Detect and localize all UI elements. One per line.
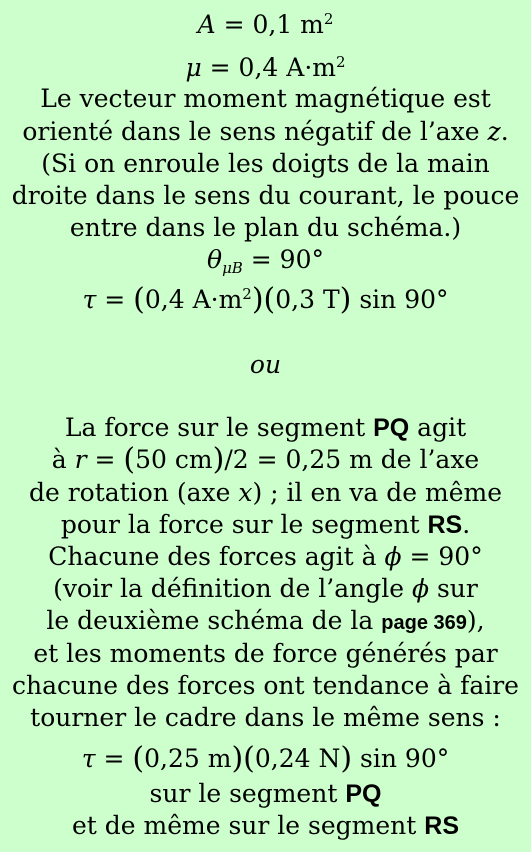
torque-equation-1: τ = (0,4 $A\cdot m^2)(0,3$ T) sin 90° [82, 282, 449, 317]
mu-exponent: 2 [335, 53, 346, 71]
radius-variable: r [74, 445, 87, 474]
force-line-4-end: . [462, 510, 471, 539]
paragraph-1-period: . [500, 117, 509, 146]
magnetic-moment-exponent: 2 [242, 285, 252, 303]
area-variable: A [197, 10, 216, 39]
paragraph-1-line-2-text: orienté dans le sens négatif de l’axe [22, 117, 488, 146]
segment-rs-text: et de même sur le segment [71, 811, 425, 840]
force-line-6-start: (voir la définition de l’angle [53, 574, 412, 603]
force-line-7-start: le deuxième schéma de la [46, 606, 382, 635]
force-line-2-start: à [51, 445, 75, 474]
area-value: = 0,1 m [215, 10, 324, 39]
force-line-3 [0, 477, 531, 509]
torque-equation-2: τ = (0,25 m)(0,24 N) sin 90° [81, 741, 450, 776]
theta-subscript: μB [222, 259, 243, 277]
force-line-6 [0, 573, 531, 605]
theta-variable: θ [207, 245, 223, 274]
force-line-3-end: ) ; il en va de même [252, 478, 503, 507]
radius-value: 50 cm [135, 445, 213, 474]
force-line-1-end: agit [409, 413, 467, 442]
force-line-4 [0, 509, 531, 541]
field-factor: 0,3 T [275, 285, 340, 314]
force-line-2: à r = (50 cm)/2 = 0,25 m de l’axe [51, 442, 480, 477]
segment-rs-label-2: RS [424, 812, 459, 840]
axis-x-label: x [238, 478, 253, 507]
sine-factor: sin 90° [351, 285, 449, 314]
tau-variable-2: τ [81, 744, 96, 773]
force-line-8: et les moments de force générés par [33, 639, 498, 668]
force-line-5-end: = 90° [401, 542, 483, 571]
force-line-2-equals: = [86, 445, 124, 474]
force-line-7-end: ), [466, 606, 485, 635]
page-reference-link[interactable]: page 369 [381, 612, 467, 634]
paragraph-1-line-1: Le vecteur moment magnétique est [40, 84, 491, 113]
force-line-3-start: de rotation (axe [28, 478, 239, 507]
paragraph-2-line-1: (Si on enroule les doigts de la main [41, 149, 490, 178]
force-line-2-end: /2 = 0,25 m de l’axe [224, 445, 480, 474]
force-line-7 [0, 605, 531, 639]
magnetic-moment-factor: 0,4 A·m [144, 285, 243, 314]
segment-pq-line [0, 778, 531, 810]
tau-equals: = [96, 285, 134, 314]
paragraph-2-line-3: entre dans le plan du schéma.) [69, 213, 462, 242]
force-line-1 [0, 412, 531, 444]
tau-equals-2: = [95, 744, 133, 773]
force-line-6-end: sur [429, 574, 478, 603]
phi-variable-2: ϕ [411, 574, 430, 603]
segment-pq-label: PQ [373, 414, 410, 442]
paragraph-2-line-2: droite dans le sens du courant, le pouce [11, 181, 520, 210]
force-line-4-start: pour la force sur le segment [60, 510, 428, 539]
theta-value: = 90° [242, 245, 324, 274]
force-line-5-start: Chacune des forces agit à [48, 542, 385, 571]
ou-text: ou [249, 350, 282, 379]
sine-factor-2: sin 90° [352, 744, 450, 773]
force-line-5 [0, 541, 531, 573]
area-exponent: 2 [323, 10, 334, 28]
area-equation [0, 9, 531, 41]
mu-value: = 0,4 A·m [201, 53, 336, 82]
axis-z-label: z [487, 117, 501, 146]
paragraph-1-line-2 [0, 116, 531, 148]
mu-equation [0, 52, 531, 84]
segment-pq-text: sur le segment [149, 779, 346, 808]
tau-variable: τ [82, 285, 97, 314]
force-line-10: tourner le cadre dans le même sens : [30, 703, 501, 732]
segment-pq-label-2: PQ [345, 780, 382, 808]
force-line-9: chacune des forces ont tendance à faire [12, 671, 519, 700]
segment-rs-label: RS [427, 511, 463, 539]
lever-arm-factor: 0,25 m [144, 744, 232, 773]
theta-equation [0, 244, 531, 276]
ou-separator [0, 349, 531, 381]
phi-variable: ϕ [384, 542, 402, 571]
mu-variable: μ [185, 53, 202, 82]
segment-rs-line [0, 810, 531, 842]
force-factor: 0,24 N [254, 744, 341, 773]
force-line-1-text: La force sur le segment [64, 413, 374, 442]
